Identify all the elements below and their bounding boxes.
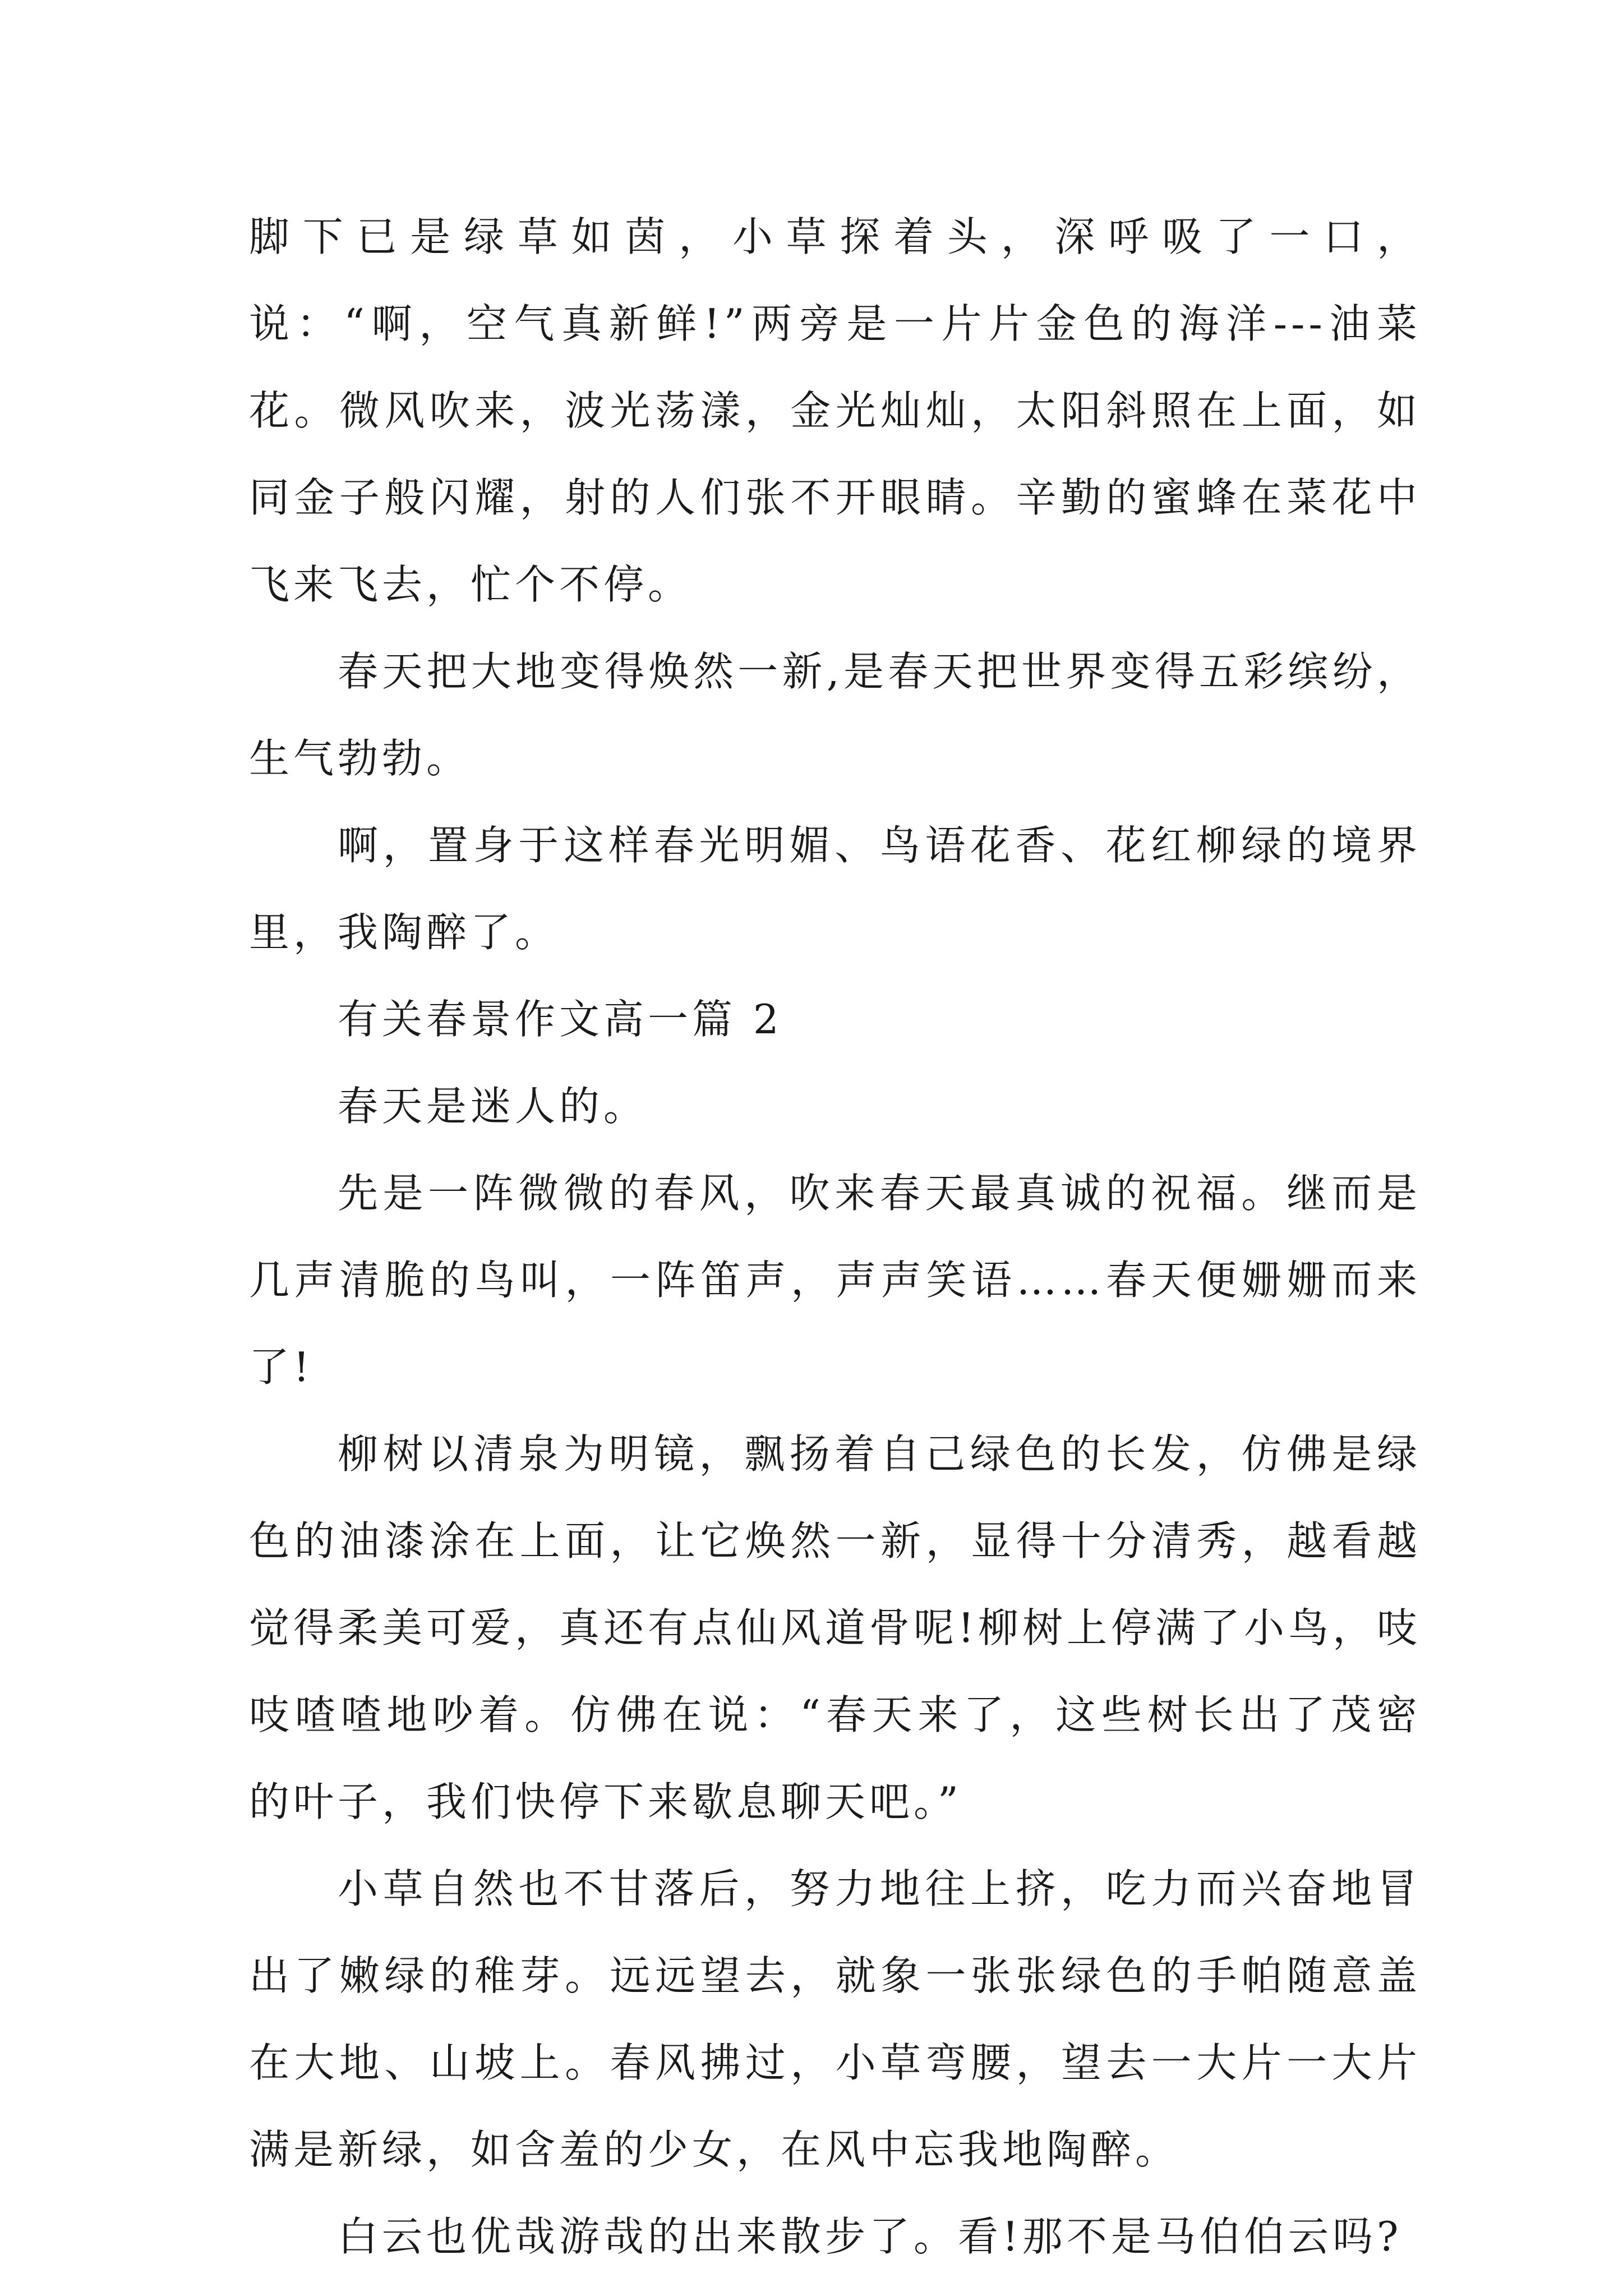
paragraph-8: 小草自然也不甘落后，努力地往上挤，吃力而兴奋地冒出了嫩绿的稚芽。远远望去，就象一张张绿色的手帕随意盖在大地、山坡上。春风拂过，小草弯腰，望去一大片一大片满是新绿，如含羞的少女，在风中忘我地陶醉。 <box>249 1865 1421 2173</box>
paragraph-1: 脚下已是绿草如茵，小草探着头，深呼吸了一口，说：“啊，空气真新鲜!”两旁是一片片金色的海洋---油菜花。微风吹来，波光荡漾，金光灿灿，太阳斜照在上面，如同金子般闪耀，射的人们张不开眼睛。辛勤的蜜蜂在菜花中飞来飞去，忙个不停。 <box>249 213 1421 608</box>
paragraph-3: 啊，置身于这样春光明媚、鸟语花香、花红柳绿的境界里，我陶醉了。 <box>249 822 1421 956</box>
paragraph-7: 柳树以清泉为明镜，飘扬着自己绿色的长发，仿佛是绿色的油漆涂在上面，让它焕然一新，显得十分清秀，越看越觉得柔美可爱，真还有点仙风道骨呢!柳树上停满了小鸟，吱吱喳喳地吵着。仿佛在说：“春天来了，这些树长出了茂密的叶子，我们快停下来歇息聊天吧。” <box>249 1430 1421 1825</box>
paragraph-2: 春天把大地变得焕然一新,是春天把世界变得五彩缤纷，生气勃勃。 <box>249 648 1421 782</box>
paragraph-6: 先是一阵微微的春风，吹来春天最真诚的祝福。继而是几声清脆的鸟叫，一阵笛声，声声笑语……春天便姗姗而来了! <box>249 1170 1421 1391</box>
paragraph-5: 春天是迷人的。 <box>338 1083 648 1130</box>
paragraph-9: 白云也优哉游哉的出来散步了。看!那不是马伯伯云吗? <box>338 2213 1403 2260</box>
body-text <box>249 194 1421 2280</box>
section-heading: 有关春景作文高一篇 2 <box>338 996 783 1043</box>
